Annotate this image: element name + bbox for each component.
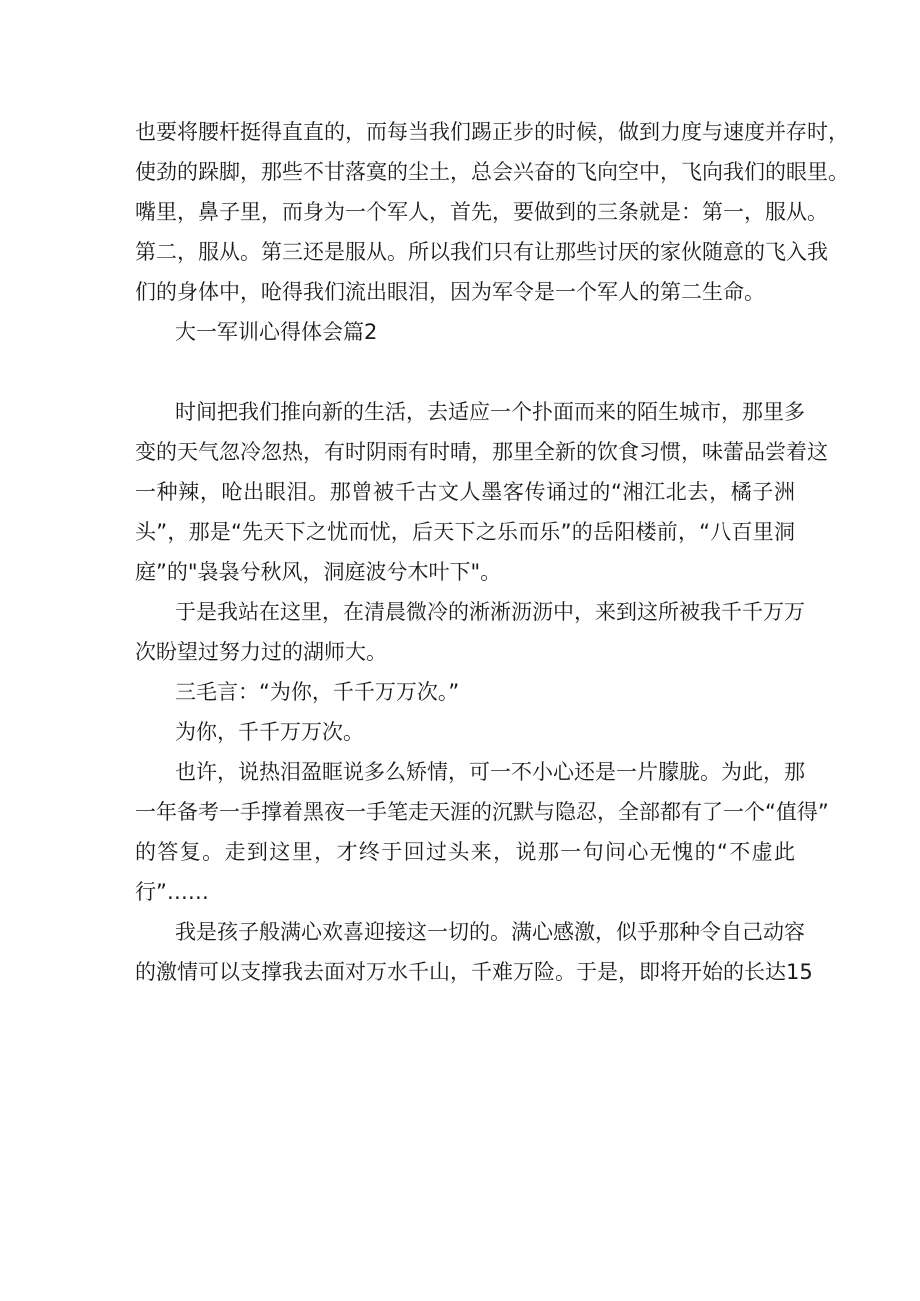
document-body xyxy=(135,112,849,992)
text-line: 一种辣，呛出眼泪。那曾被千古文人墨客传诵过的“湘江北去，橘子洲 xyxy=(135,480,795,504)
text-line: 于是我站在这里，在清晨微冷的淅淅沥沥中，来到这所被我千千万万 xyxy=(175,600,805,624)
paragraph-3 xyxy=(135,592,805,672)
paragraph-7 xyxy=(135,912,813,992)
text-line: 使劲的跺脚，那些不甘落寞的尘土，总会兴奋的飞向空中，飞向我们的眼里。 xyxy=(135,160,849,184)
section-heading: 大一军训心得体会篇2 xyxy=(175,320,378,344)
text-line: 时间把我们推向新的生活，去适应一个扑面而来的陌生城市，那里多 xyxy=(175,400,805,424)
text-line: 的激情可以支撑我去面对万水千山，千难万险。于是，即将开始的长达15 xyxy=(135,960,813,984)
paragraph-2 xyxy=(135,392,828,592)
text-line: 头”，那是“先天下之忧而忧，后天下之乐而乐”的岳阳楼前，“八百里洞 xyxy=(135,520,795,544)
paragraph-6 xyxy=(135,752,829,912)
text-line: 们的身体中，呛得我们流出眼泪，因为军令是一个军人的第二生命。 xyxy=(135,280,765,304)
text-line: 行”…… xyxy=(135,880,209,904)
text-line: 我是孩子般满心欢喜迎接这一切的。满心感激，似乎那种令自己动容 xyxy=(175,920,805,944)
text-line: 第二，服从。第三还是服从。所以我们只有让那些讨厌的家伙随意的飞入我 xyxy=(135,240,828,264)
text-line: 次盼望过努力过的湖师大。 xyxy=(135,640,387,664)
blank-gap xyxy=(135,352,795,392)
text-line: 庭”的"袅袅兮秋风，洞庭波兮木叶下"。 xyxy=(135,560,502,584)
text-line: 也要将腰杆挺得直直的，而每当我们踢正步的时候，做到力度与速度并存时， xyxy=(135,120,849,144)
paragraph-1 xyxy=(135,112,849,312)
text-line: 变的天气忽冷忽热，有时阴雨有时晴，那里全新的饮食习惯，味蕾品尝着这 xyxy=(135,440,828,464)
paragraph-4: 三毛言：“为你，千千万万次。” xyxy=(175,680,460,704)
text-line: 嘴里，鼻子里，而身为一个军人，首先，要做到的三条就是：第一，服从。 xyxy=(135,200,828,224)
text-line: 也许，说热泪盈眶说多么矫情，可一不小心还是一片朦胧。为此，那 xyxy=(175,760,805,784)
text-line: 的答复。走到这里，才终于回过头来，说那一句问心无愧的“不虚此 xyxy=(135,840,795,864)
paragraph-5: 为你，千千万万次。 xyxy=(175,720,364,744)
text-line: 一年备考一手撑着黑夜一手笔走天涯的沉默与隐忍，全部都有了一个“值得” xyxy=(135,800,829,824)
